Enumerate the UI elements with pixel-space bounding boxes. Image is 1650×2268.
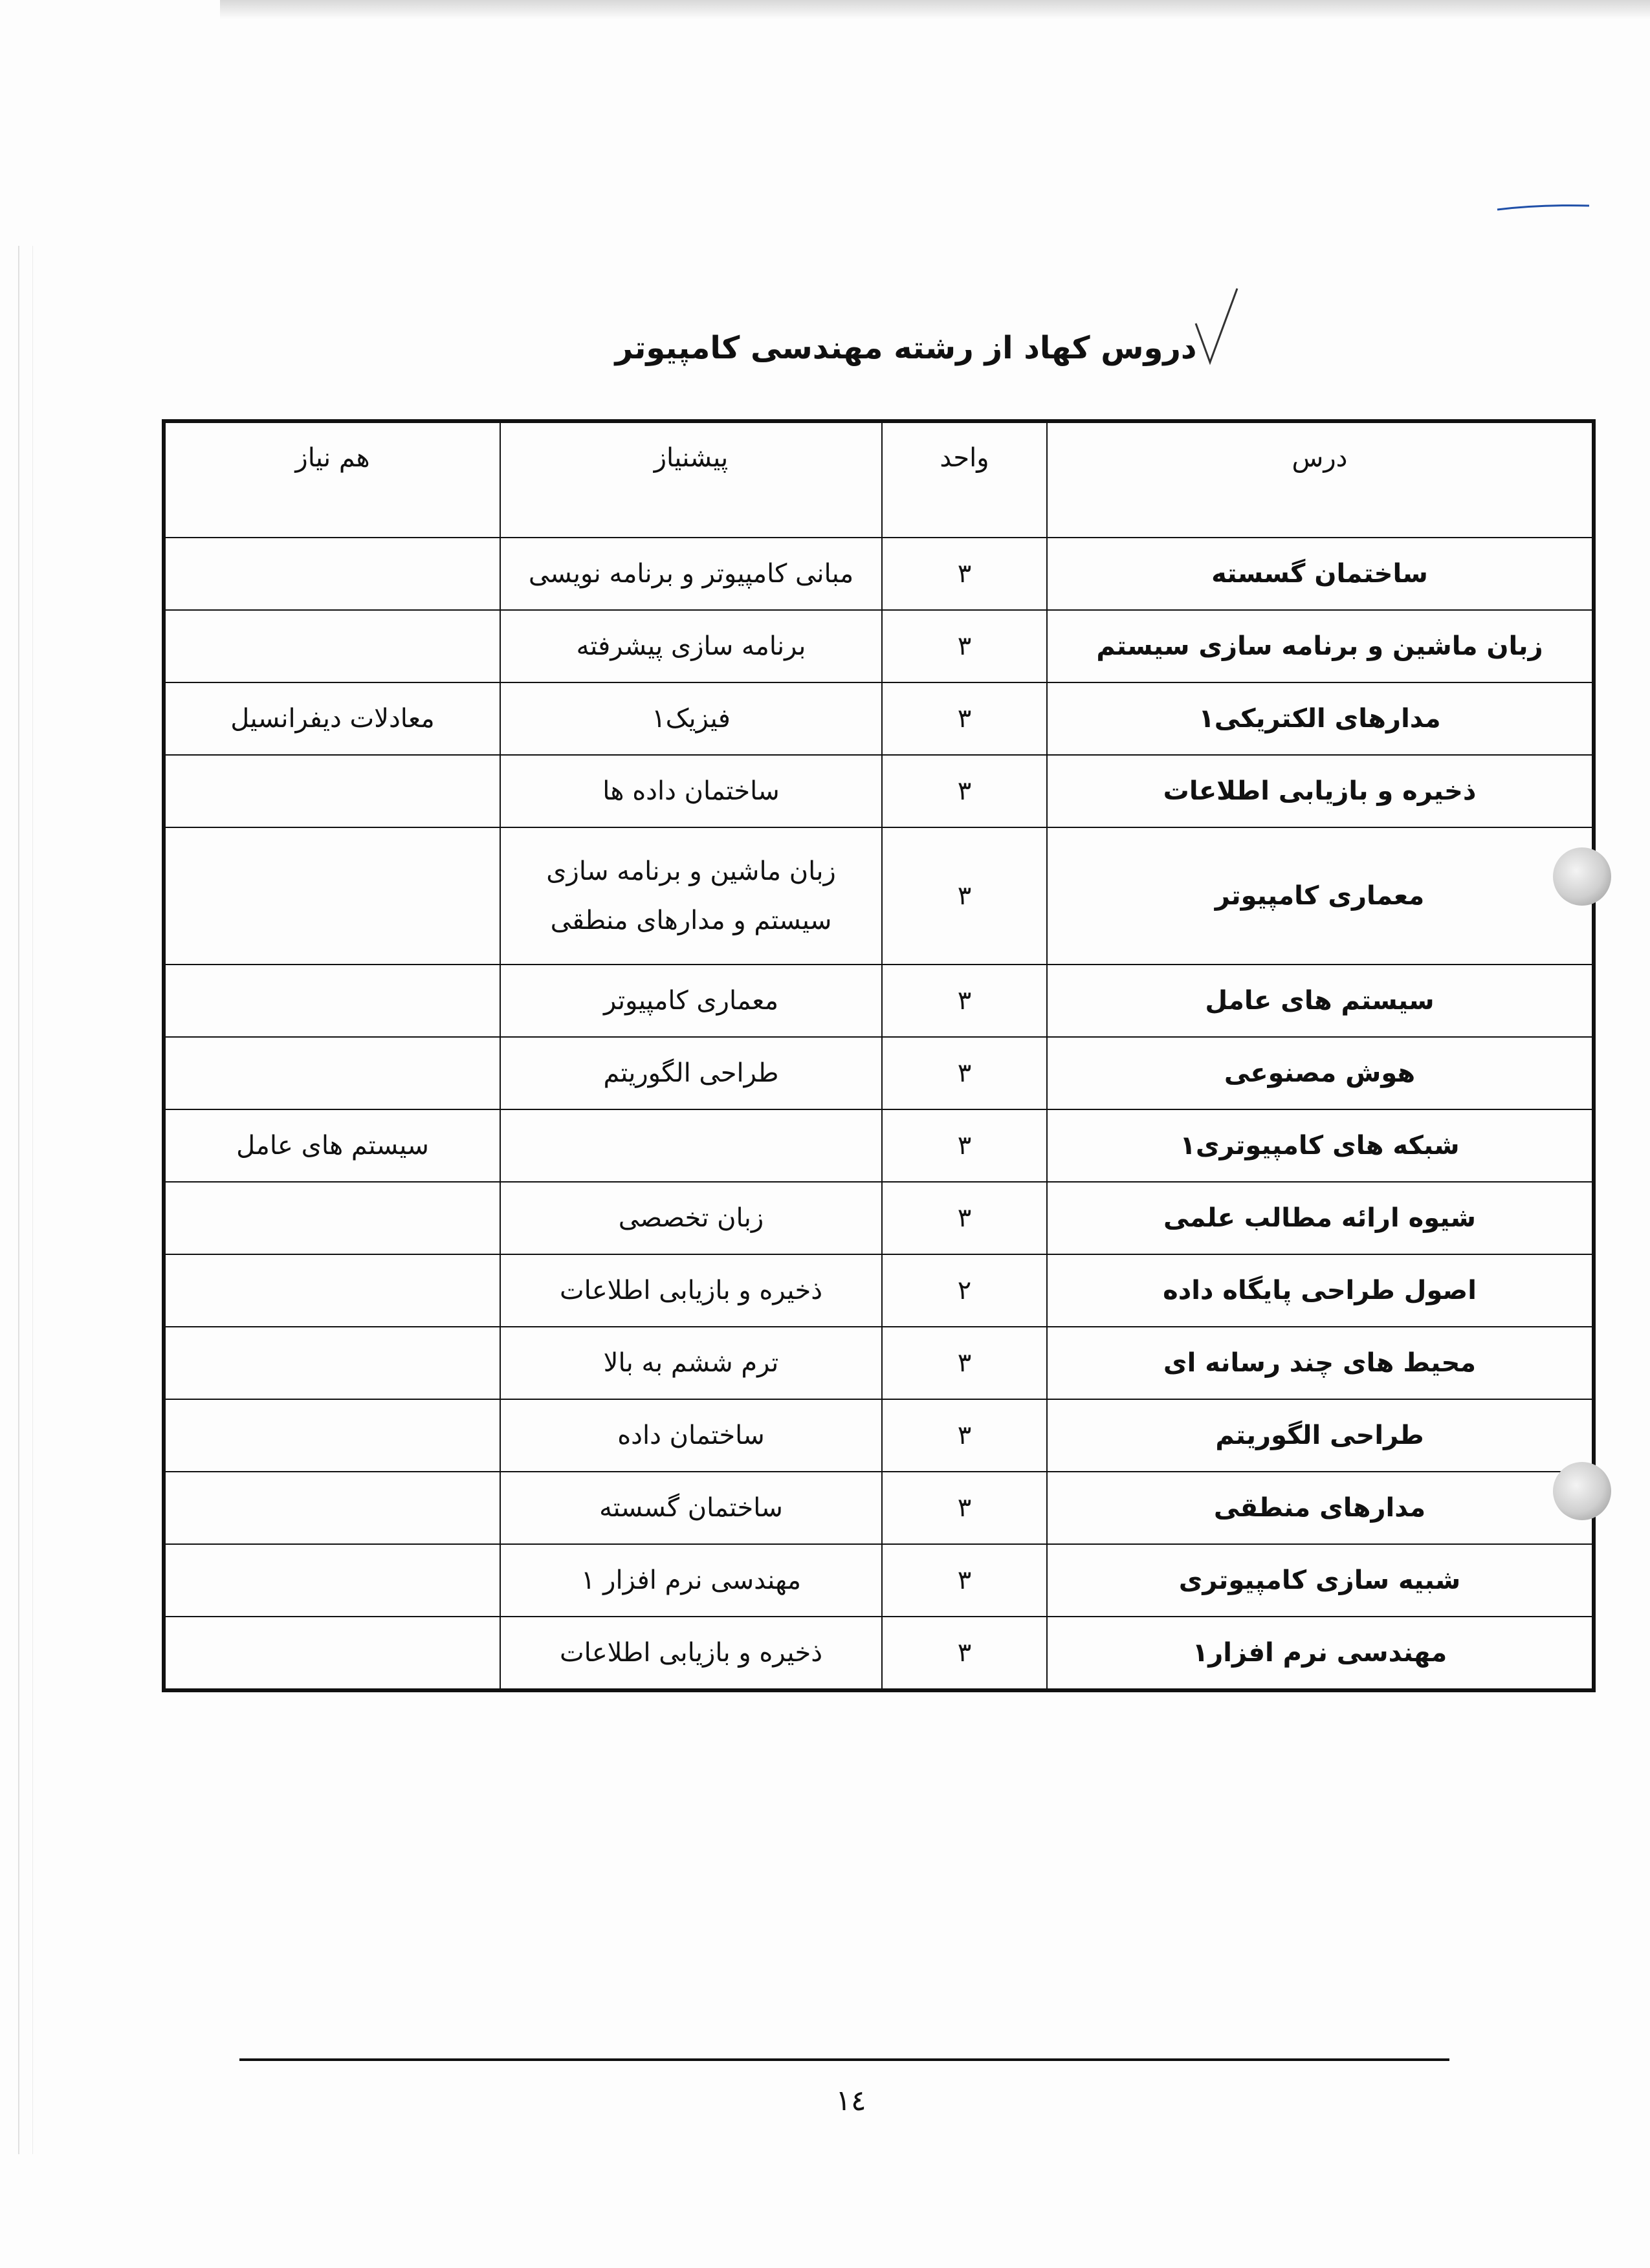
table-row <box>164 755 1594 827</box>
course-cell: معماری کامپیوتر <box>1047 827 1594 965</box>
page-number: ۱٤ <box>835 2084 866 2117</box>
units-cell: ۳ <box>882 965 1047 1037</box>
prerequisite-cell: زبان تخصصی <box>500 1182 882 1254</box>
course-cell: مدارهای منطقی <box>1047 1472 1594 1544</box>
table-row <box>164 1037 1594 1109</box>
prerequisite-cell: برنامه سازی پیشرفته <box>500 610 882 682</box>
units-cell: ۳ <box>882 1399 1047 1472</box>
header-corequisite: هم نیاز <box>164 421 500 538</box>
corequisite-cell <box>164 1182 500 1254</box>
prerequisite-cell: ساختمان داده <box>500 1399 882 1472</box>
table-row <box>164 1254 1594 1327</box>
course-cell: ساختمان گسسته <box>1047 538 1594 610</box>
table-row <box>164 1327 1594 1399</box>
units-cell: ۳ <box>882 538 1047 610</box>
header-course: درس <box>1047 421 1594 538</box>
footer-rule <box>239 2058 1449 2061</box>
prerequisite-cell: معماری کامپیوتر <box>500 965 882 1037</box>
table-row <box>164 965 1594 1037</box>
table-row <box>164 1472 1594 1544</box>
prerequisite-cell: فیزیک۱ <box>500 682 882 755</box>
corequisite-cell <box>164 1037 500 1109</box>
prerequisite-cell: ساختمان داده ها <box>500 755 882 827</box>
header-units: واحد <box>882 421 1047 538</box>
prerequisite-cell: ذخیره و بازیابی اطلاعات <box>500 1617 882 1690</box>
corequisite-cell <box>164 1544 500 1617</box>
prerequisite-cell: ترم ششم به بالا <box>500 1327 882 1399</box>
table-row <box>164 827 1594 965</box>
units-cell: ۳ <box>882 1544 1047 1617</box>
units-cell: ۳ <box>882 610 1047 682</box>
binder-hole-icon <box>1553 847 1611 906</box>
course-cell: سیستم های عامل <box>1047 965 1594 1037</box>
course-cell: مهندسی نرم افزار۱ <box>1047 1617 1594 1690</box>
course-cell: شبکه های کامپیوتری۱ <box>1047 1109 1594 1182</box>
prerequisite-cell: طراحی الگوریتم <box>500 1037 882 1109</box>
table-row <box>164 1399 1594 1472</box>
prerequisite-cell: ساختمان گسسته <box>500 1472 882 1544</box>
course-cell: طراحی الگوریتم <box>1047 1399 1594 1472</box>
corequisite-cell <box>164 1327 500 1399</box>
corequisite-cell <box>164 1617 500 1690</box>
table-row <box>164 610 1594 682</box>
table-row <box>164 1182 1594 1254</box>
corequisite-cell <box>164 538 500 610</box>
corequisite-cell <box>164 1399 500 1472</box>
course-cell: اصول طراحی پایگاه داده <box>1047 1254 1594 1327</box>
page-stack-edge <box>18 246 33 2154</box>
prerequisite-cell: زبان ماشین و برنامه سازی سیستم و مدارهای منطقی <box>500 827 882 965</box>
units-cell: ۳ <box>882 1037 1047 1109</box>
table-row <box>164 538 1594 610</box>
course-cell: محیط های چند رسانه ای <box>1047 1327 1594 1399</box>
course-cell: زبان ماشین و برنامه سازی سیستم <box>1047 610 1594 682</box>
course-cell: ذخیره و بازیابی اطلاعات <box>1047 755 1594 827</box>
corequisite-cell: معادلات دیفرانسیل <box>164 682 500 755</box>
units-cell: ۳ <box>882 1472 1047 1544</box>
course-cell: هوش مصنوعی <box>1047 1037 1594 1109</box>
table-row <box>164 1109 1594 1182</box>
header-prerequisite: پیشنیاز <box>500 421 882 538</box>
units-cell: ۳ <box>882 1617 1047 1690</box>
prerequisite-cell: ذخیره و بازیابی اطلاعات <box>500 1254 882 1327</box>
units-cell: ۳ <box>882 827 1047 965</box>
corequisite-cell <box>164 1472 500 1544</box>
corequisite-cell <box>164 610 500 682</box>
units-cell: ۳ <box>882 682 1047 755</box>
prerequisite-cell: مبانی کامپیوتر و برنامه نویسی <box>500 538 882 610</box>
course-cell: مدارهای الکتریکی۱ <box>1047 682 1594 755</box>
corequisite-cell <box>164 755 500 827</box>
corequisite-cell: سیستم های عامل <box>164 1109 500 1182</box>
courses-table <box>162 419 1596 1692</box>
table-header-row <box>164 421 1594 538</box>
table-row <box>164 1617 1594 1690</box>
units-cell: ۳ <box>882 1109 1047 1182</box>
corequisite-cell <box>164 1254 500 1327</box>
table-row <box>164 1544 1594 1617</box>
units-cell: ۳ <box>882 1327 1047 1399</box>
table-row <box>164 682 1594 755</box>
units-cell: ۲ <box>882 1254 1047 1327</box>
course-cell: شبیه سازی کامپیوتری <box>1047 1544 1594 1617</box>
units-cell: ۳ <box>882 1182 1047 1254</box>
page-title: دروس کهاد از رشته مهندسی کامپیوتر <box>615 330 1197 366</box>
corequisite-cell <box>164 827 500 965</box>
course-cell: شیوه ارائه مطالب علمی <box>1047 1182 1594 1254</box>
page-top-shadow <box>220 0 1650 19</box>
prerequisite-cell: مهندسی نرم افزار ۱ <box>500 1544 882 1617</box>
units-cell: ۳ <box>882 755 1047 827</box>
binder-hole-icon <box>1553 1462 1611 1520</box>
pen-mark-icon <box>1495 201 1592 213</box>
corequisite-cell <box>164 965 500 1037</box>
prerequisite-cell <box>500 1109 882 1182</box>
